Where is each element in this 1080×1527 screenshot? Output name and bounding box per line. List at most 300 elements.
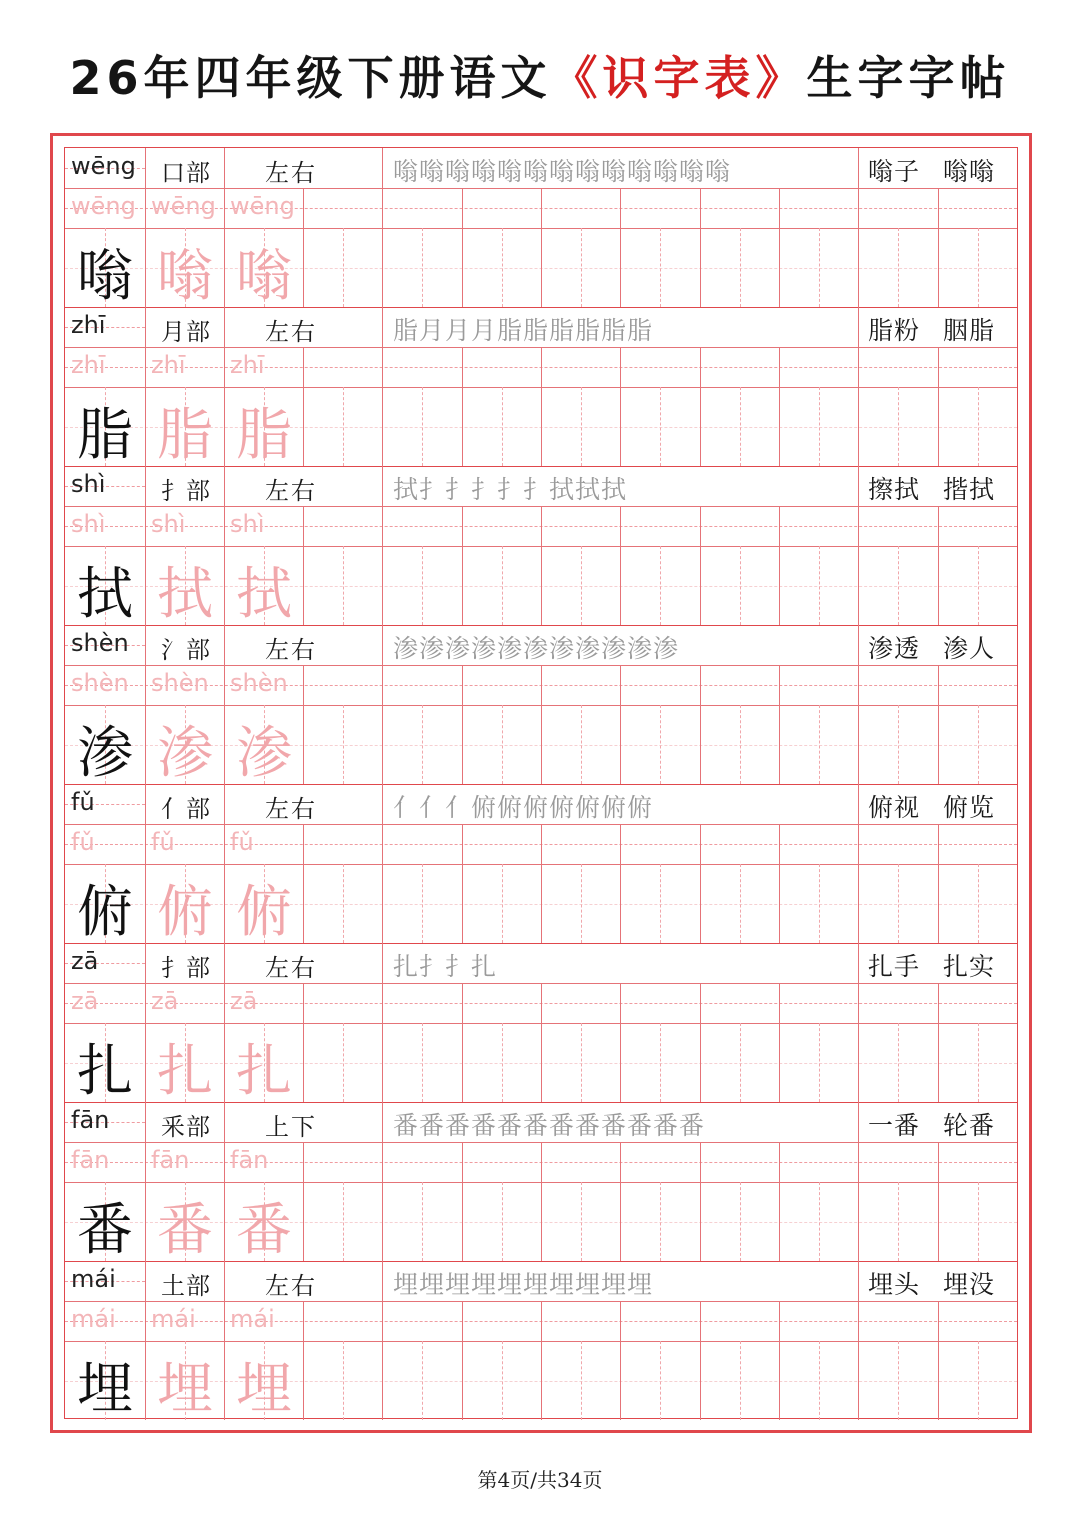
col-line bbox=[938, 824, 939, 943]
col-line bbox=[700, 665, 701, 784]
pinyin-label: zhī bbox=[71, 311, 106, 339]
col-line bbox=[224, 625, 225, 665]
col-line bbox=[224, 1261, 225, 1301]
trace-char: 渗 bbox=[236, 721, 292, 786]
radical-label: 扌部 bbox=[161, 477, 211, 505]
pinyin-label: mái bbox=[71, 1265, 116, 1293]
col-line bbox=[303, 1142, 304, 1261]
row-divider bbox=[65, 1261, 1017, 1262]
trace-char: 番 bbox=[157, 1198, 213, 1263]
char-entry-4 bbox=[65, 625, 1017, 784]
col-line bbox=[938, 188, 939, 307]
col-line bbox=[224, 943, 225, 983]
pinyin-trace: shèn bbox=[230, 669, 288, 697]
col-line bbox=[224, 665, 225, 784]
col-line bbox=[382, 347, 383, 466]
col-line bbox=[779, 665, 780, 784]
pinyin-trace: shì bbox=[151, 510, 186, 538]
cell-midline bbox=[978, 1182, 979, 1261]
cell-midline bbox=[422, 705, 423, 784]
col-line bbox=[462, 1301, 463, 1420]
col-line bbox=[858, 307, 859, 347]
col-line bbox=[700, 824, 701, 943]
model-char: 拭 bbox=[77, 562, 133, 627]
cell-midline bbox=[978, 1023, 979, 1102]
stroke-order: 嗡嗡嗡嗡嗡嗡嗡嗡嗡嗡嗡嗡嗡 bbox=[393, 157, 732, 186]
col-line bbox=[541, 1301, 542, 1420]
pinyin-trace: mái bbox=[230, 1305, 275, 1333]
cell-midline bbox=[343, 546, 344, 625]
radical-label: 亻部 bbox=[161, 795, 211, 823]
cell-midline bbox=[898, 1182, 899, 1261]
cell-midline bbox=[422, 546, 423, 625]
pinyin-trace: mái bbox=[71, 1305, 116, 1333]
cell-midline bbox=[581, 546, 582, 625]
pinyin-trace: wēng bbox=[71, 192, 136, 220]
structure-label: 左右 bbox=[265, 795, 317, 823]
col-line bbox=[303, 1301, 304, 1420]
col-line bbox=[462, 506, 463, 625]
cell-midline bbox=[898, 546, 899, 625]
trace-char: 俯 bbox=[236, 880, 292, 945]
col-line bbox=[462, 188, 463, 307]
col-line bbox=[938, 665, 939, 784]
col-line bbox=[779, 506, 780, 625]
col-line bbox=[145, 1261, 146, 1301]
pinyin-trace: fǔ bbox=[230, 828, 254, 856]
cell-midline bbox=[740, 705, 741, 784]
word-1: 擦拭 bbox=[868, 475, 921, 504]
col-line bbox=[303, 347, 304, 466]
cell-midline bbox=[660, 705, 661, 784]
col-line bbox=[303, 824, 304, 943]
cell-midline bbox=[581, 387, 582, 466]
col-line bbox=[541, 347, 542, 466]
trace-char: 脂 bbox=[236, 403, 292, 468]
col-line bbox=[620, 1301, 621, 1420]
col-line bbox=[858, 1142, 859, 1261]
col-line bbox=[541, 665, 542, 784]
cell-midline bbox=[740, 1341, 741, 1420]
col-line bbox=[938, 506, 939, 625]
pinyin-trace: shì bbox=[71, 510, 106, 538]
trace-char: 埋 bbox=[157, 1357, 213, 1422]
cell-midline bbox=[978, 546, 979, 625]
cell-midline bbox=[422, 228, 423, 307]
cell-midline bbox=[819, 1182, 820, 1261]
pinyin-trace: zā bbox=[230, 987, 258, 1015]
cell-midline bbox=[581, 1023, 582, 1102]
col-line bbox=[303, 665, 304, 784]
col-line bbox=[858, 983, 859, 1102]
char-entry-1 bbox=[65, 148, 1017, 307]
cell-midline bbox=[660, 1023, 661, 1102]
cell-midline bbox=[502, 1341, 503, 1420]
cell-midline bbox=[502, 1023, 503, 1102]
col-line bbox=[620, 188, 621, 307]
cell-midline bbox=[978, 228, 979, 307]
cell-midline bbox=[660, 1341, 661, 1420]
trace-char: 埋 bbox=[236, 1357, 292, 1422]
radical-label: 氵部 bbox=[161, 636, 211, 664]
col-line bbox=[858, 1261, 859, 1301]
pinyin-trace: shèn bbox=[151, 669, 209, 697]
model-char: 脂 bbox=[77, 403, 133, 468]
structure-label: 左右 bbox=[265, 477, 317, 505]
cell-midline bbox=[819, 705, 820, 784]
col-line bbox=[462, 665, 463, 784]
word-1: 扎手 bbox=[868, 952, 921, 981]
pinyin-trace: fān bbox=[71, 1146, 110, 1174]
cell-midline bbox=[898, 864, 899, 943]
cell-midline bbox=[343, 1182, 344, 1261]
col-line bbox=[858, 943, 859, 983]
row-divider bbox=[65, 1102, 1017, 1103]
cell-midline bbox=[581, 1341, 582, 1420]
col-line bbox=[700, 1142, 701, 1261]
col-line bbox=[382, 506, 383, 625]
col-line bbox=[620, 824, 621, 943]
col-line bbox=[145, 347, 146, 466]
radical-label: 釆部 bbox=[161, 1113, 211, 1141]
col-line bbox=[382, 943, 383, 983]
col-line bbox=[145, 983, 146, 1102]
col-line bbox=[382, 824, 383, 943]
cell-midline bbox=[898, 228, 899, 307]
stroke-order: 埋埋埋埋埋埋埋埋埋埋 bbox=[393, 1270, 654, 1299]
trace-char: 番 bbox=[236, 1198, 292, 1263]
pinyin-trace: mái bbox=[151, 1305, 196, 1333]
pinyin-trace: fān bbox=[151, 1146, 190, 1174]
col-line bbox=[145, 506, 146, 625]
trace-char: 拭 bbox=[157, 562, 213, 627]
col-line bbox=[700, 347, 701, 466]
col-line bbox=[382, 625, 383, 665]
pinyin-trace: zhī bbox=[151, 351, 186, 379]
cell-midline bbox=[422, 1341, 423, 1420]
structure-label: 左右 bbox=[265, 636, 317, 664]
model-char: 番 bbox=[77, 1198, 133, 1263]
col-line bbox=[700, 1301, 701, 1420]
pinyin-label: wēng bbox=[71, 152, 136, 180]
col-line bbox=[620, 1142, 621, 1261]
cell-midline bbox=[343, 387, 344, 466]
char-entry-3 bbox=[65, 466, 1017, 625]
pinyin-trace: shì bbox=[230, 510, 265, 538]
structure-label: 左右 bbox=[265, 1272, 317, 1300]
cell-midline bbox=[660, 546, 661, 625]
col-line bbox=[541, 824, 542, 943]
page-footer: 第4页/共34页 bbox=[477, 1468, 603, 1492]
stroke-order: 渗渗渗渗渗渗渗渗渗渗渗 bbox=[393, 634, 680, 663]
structure-label: 左右 bbox=[265, 159, 317, 187]
col-line bbox=[779, 347, 780, 466]
col-line bbox=[541, 983, 542, 1102]
structure-label: 左右 bbox=[265, 318, 317, 346]
model-char: 嗡 bbox=[77, 244, 133, 309]
pinyin-label: fān bbox=[71, 1106, 110, 1134]
col-line bbox=[779, 188, 780, 307]
col-line bbox=[145, 188, 146, 307]
col-line bbox=[303, 188, 304, 307]
practice-grid bbox=[64, 147, 1018, 1422]
cell-midline bbox=[660, 1182, 661, 1261]
pinyin-label: shèn bbox=[71, 629, 129, 657]
col-line bbox=[382, 665, 383, 784]
col-line bbox=[145, 665, 146, 784]
radical-label: 月部 bbox=[161, 318, 211, 346]
cell-midline bbox=[978, 1341, 979, 1420]
title-highlight: 《识字表》 bbox=[551, 51, 807, 105]
col-line bbox=[382, 1301, 383, 1420]
cell-midline bbox=[819, 864, 820, 943]
cell-midline bbox=[898, 387, 899, 466]
pinyin-label: shì bbox=[71, 470, 106, 498]
col-line bbox=[858, 506, 859, 625]
col-line bbox=[382, 188, 383, 307]
trace-char: 嗡 bbox=[157, 244, 213, 309]
cell-midline bbox=[740, 1182, 741, 1261]
structure-label: 左右 bbox=[265, 954, 317, 982]
col-line bbox=[224, 307, 225, 347]
col-line bbox=[224, 1142, 225, 1261]
col-line bbox=[382, 1261, 383, 1301]
cell-midline bbox=[502, 546, 503, 625]
col-line bbox=[779, 1142, 780, 1261]
cell-midline bbox=[581, 228, 582, 307]
cell-midline bbox=[740, 387, 741, 466]
col-line bbox=[145, 307, 146, 347]
radical-label: 土部 bbox=[161, 1272, 211, 1300]
cell-midline bbox=[422, 1182, 423, 1261]
cell-midline bbox=[740, 546, 741, 625]
cell-midline bbox=[422, 864, 423, 943]
pinyin-trace: fǔ bbox=[151, 828, 175, 856]
col-line bbox=[938, 1142, 939, 1261]
col-line bbox=[382, 148, 383, 188]
cell-midline bbox=[502, 705, 503, 784]
col-line bbox=[145, 1142, 146, 1261]
cell-midline bbox=[660, 864, 661, 943]
cell-midline bbox=[898, 1341, 899, 1420]
trace-char: 嗡 bbox=[236, 244, 292, 309]
col-line bbox=[382, 307, 383, 347]
trace-char: 扎 bbox=[157, 1039, 213, 1104]
col-line bbox=[858, 625, 859, 665]
trace-char: 扎 bbox=[236, 1039, 292, 1104]
col-line bbox=[700, 188, 701, 307]
col-line bbox=[224, 824, 225, 943]
cell-midline bbox=[343, 705, 344, 784]
char-entry-2 bbox=[65, 307, 1017, 466]
col-line bbox=[858, 347, 859, 466]
word-2: 嗡嗡 bbox=[943, 157, 996, 186]
col-line bbox=[858, 148, 859, 188]
col-line bbox=[541, 1142, 542, 1261]
row-divider bbox=[65, 625, 1017, 626]
col-line bbox=[382, 1102, 383, 1142]
cell-midline bbox=[343, 1023, 344, 1102]
col-line bbox=[779, 1301, 780, 1420]
col-line bbox=[224, 148, 225, 188]
cell-midline bbox=[660, 387, 661, 466]
col-line bbox=[620, 347, 621, 466]
col-line bbox=[779, 983, 780, 1102]
col-line bbox=[462, 824, 463, 943]
cell-midline bbox=[502, 864, 503, 943]
col-line bbox=[541, 506, 542, 625]
cell-midline bbox=[740, 864, 741, 943]
col-line bbox=[620, 506, 621, 625]
col-line bbox=[145, 784, 146, 824]
word-2: 扎实 bbox=[943, 952, 996, 981]
pinyin-trace: zā bbox=[71, 987, 99, 1015]
model-char: 埋 bbox=[77, 1357, 133, 1422]
row-divider bbox=[65, 466, 1017, 467]
pinyin-trace: zhī bbox=[71, 351, 106, 379]
word-1: 嗡子 bbox=[868, 157, 921, 186]
col-line bbox=[224, 784, 225, 824]
word-1: 渗透 bbox=[868, 634, 921, 663]
cell-midline bbox=[502, 1182, 503, 1261]
cell-midline bbox=[502, 387, 503, 466]
col-line bbox=[382, 784, 383, 824]
cell-midline bbox=[819, 1023, 820, 1102]
word-1: 俯视 bbox=[868, 793, 921, 822]
col-line bbox=[620, 983, 621, 1102]
word-2: 揩拭 bbox=[943, 475, 996, 504]
col-line bbox=[224, 347, 225, 466]
char-entry-8 bbox=[65, 1261, 1017, 1420]
char-entry-6 bbox=[65, 943, 1017, 1102]
pinyin-trace: zā bbox=[151, 987, 179, 1015]
col-line bbox=[938, 1301, 939, 1420]
col-line bbox=[858, 824, 859, 943]
word-1: 脂粉 bbox=[868, 316, 921, 345]
word-2: 渗人 bbox=[943, 634, 996, 663]
char-entry-7 bbox=[65, 1102, 1017, 1261]
model-char: 渗 bbox=[77, 721, 133, 786]
model-char: 俯 bbox=[77, 880, 133, 945]
radical-label: 扌部 bbox=[161, 954, 211, 982]
row-divider bbox=[65, 784, 1017, 785]
col-line bbox=[858, 188, 859, 307]
pinyin-label: fǔ bbox=[71, 788, 95, 816]
col-line bbox=[145, 148, 146, 188]
col-line bbox=[382, 983, 383, 1102]
col-line bbox=[858, 665, 859, 784]
title-prefix: 26年四年级下册语文 bbox=[69, 51, 552, 105]
col-line bbox=[382, 466, 383, 506]
cell-midline bbox=[819, 228, 820, 307]
col-line bbox=[145, 943, 146, 983]
col-line bbox=[224, 983, 225, 1102]
col-line bbox=[858, 466, 859, 506]
pinyin-label: zā bbox=[71, 947, 99, 975]
cell-midline bbox=[660, 228, 661, 307]
cell-midline bbox=[898, 1023, 899, 1102]
cell-midline bbox=[819, 387, 820, 466]
cell-midline bbox=[343, 1341, 344, 1420]
col-line bbox=[145, 824, 146, 943]
pinyin-trace: zhī bbox=[230, 351, 265, 379]
stroke-order: 扎扌扌扎 bbox=[393, 952, 498, 981]
col-line bbox=[779, 824, 780, 943]
col-line bbox=[382, 1142, 383, 1261]
col-line bbox=[620, 665, 621, 784]
cell-midline bbox=[978, 387, 979, 466]
pinyin-trace: wēng bbox=[151, 192, 216, 220]
col-line bbox=[145, 625, 146, 665]
row-divider bbox=[65, 307, 1017, 308]
col-line bbox=[938, 983, 939, 1102]
col-line bbox=[145, 1301, 146, 1420]
col-line bbox=[858, 1301, 859, 1420]
cell-midline bbox=[422, 1023, 423, 1102]
pinyin-trace: fǔ bbox=[71, 828, 95, 856]
col-line bbox=[700, 983, 701, 1102]
word-1: 埋头 bbox=[868, 1270, 921, 1299]
trace-char: 渗 bbox=[157, 721, 213, 786]
stroke-order: 拭扌扌扌扌扌拭拭拭 bbox=[393, 475, 628, 504]
col-line bbox=[224, 1301, 225, 1420]
char-entry-5 bbox=[65, 784, 1017, 943]
pinyin-trace: wēng bbox=[230, 192, 295, 220]
page-title bbox=[0, 42, 1080, 108]
trace-char: 俯 bbox=[157, 880, 213, 945]
cell-midline bbox=[343, 228, 344, 307]
col-line bbox=[462, 1142, 463, 1261]
pinyin-trace: fān bbox=[230, 1146, 269, 1174]
title-suffix: 生字字帖 bbox=[806, 51, 1011, 105]
col-line bbox=[938, 347, 939, 466]
word-1: 一番 bbox=[868, 1111, 921, 1140]
cell-midline bbox=[978, 864, 979, 943]
cell-midline bbox=[819, 546, 820, 625]
cell-midline bbox=[819, 1341, 820, 1420]
col-line bbox=[700, 506, 701, 625]
col-line bbox=[462, 983, 463, 1102]
col-line bbox=[224, 1102, 225, 1142]
col-line bbox=[858, 784, 859, 824]
col-line bbox=[858, 1102, 859, 1142]
col-line bbox=[145, 1102, 146, 1142]
stroke-order: 脂月月月脂脂脂脂脂脂 bbox=[393, 316, 654, 345]
col-line bbox=[224, 506, 225, 625]
cell-midline bbox=[343, 864, 344, 943]
cell-midline bbox=[581, 864, 582, 943]
cell-midline bbox=[978, 705, 979, 784]
radical-label: 口部 bbox=[161, 159, 211, 187]
stroke-order: 亻亻亻俯俯俯俯俯俯俯 bbox=[393, 793, 654, 822]
word-2: 俯览 bbox=[943, 793, 996, 822]
cell-midline bbox=[898, 705, 899, 784]
model-char: 扎 bbox=[77, 1039, 133, 1104]
cell-midline bbox=[581, 705, 582, 784]
col-line bbox=[145, 466, 146, 506]
col-line bbox=[541, 188, 542, 307]
col-line bbox=[224, 466, 225, 506]
stroke-order: 番番番番番番番番番番番番 bbox=[393, 1111, 706, 1140]
structure-label: 上下 bbox=[265, 1113, 317, 1141]
col-line bbox=[303, 983, 304, 1102]
col-line bbox=[462, 347, 463, 466]
cell-midline bbox=[740, 1023, 741, 1102]
trace-char: 拭 bbox=[236, 562, 292, 627]
row-divider bbox=[65, 943, 1017, 944]
trace-char: 脂 bbox=[157, 403, 213, 468]
cell-midline bbox=[581, 1182, 582, 1261]
